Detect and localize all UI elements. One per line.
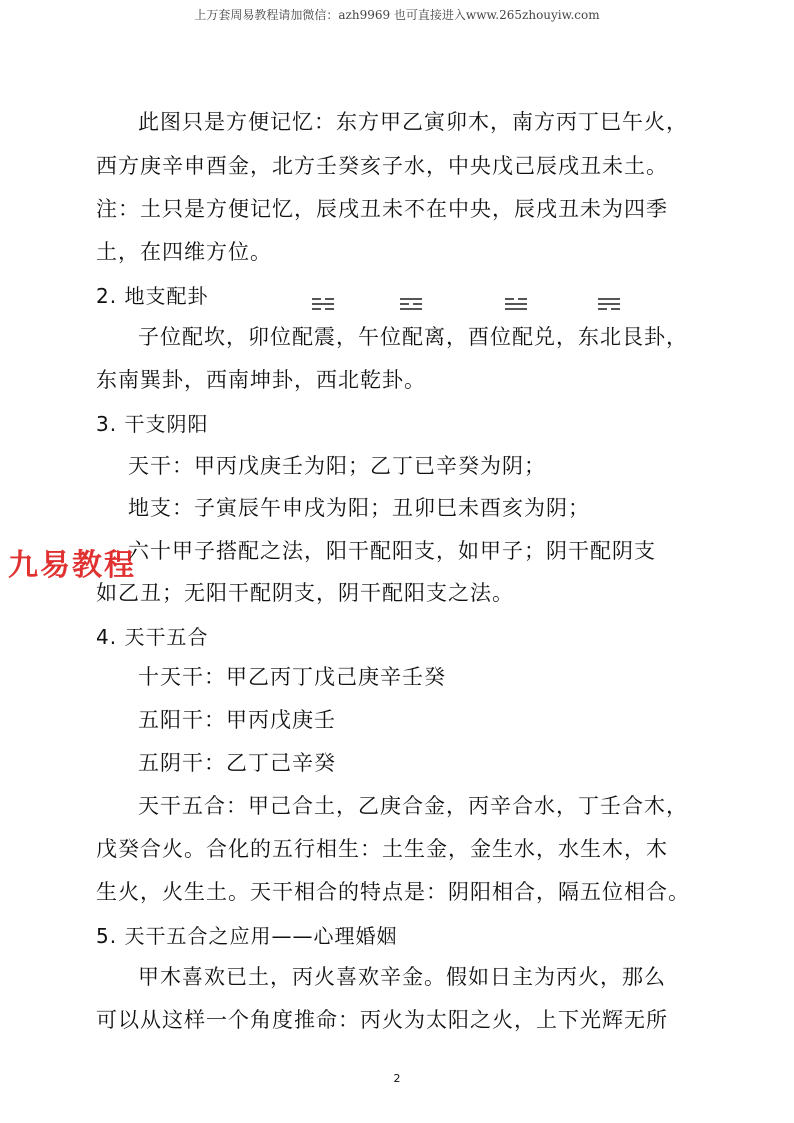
section-heading: 5. 天干五合之应用——心理婚姻 — [96, 924, 398, 948]
watermark-logo: 九易教程 — [8, 548, 136, 583]
section-heading: 3. 干支阴阳 — [96, 412, 209, 436]
text-line: 五阴干：乙丁己辛癸 — [138, 751, 336, 775]
text-line: 可以从这样一个角度推命：丙火为太阳之火，上下光辉无所 — [96, 1008, 668, 1032]
text-line: 戊癸合火。合化的五行相生：土生金，金生水，水生木，木 — [96, 837, 668, 861]
text-line: 如乙丑；无阳干配阴支，阴干配阳支之法。 — [96, 581, 514, 605]
trigram-icon — [312, 298, 334, 312]
section-heading: 2. 地支配卦 — [96, 284, 209, 308]
text-line: 西方庚辛申酉金，北方壬癸亥子水，中央戊己辰戌丑未土。 — [96, 154, 668, 178]
text-line: 子位配坎，卯位配震，午位配离，酉位配兑，东北艮卦， — [138, 325, 688, 349]
text-line: 天干：甲丙戊庚壬为阳；乙丁已辛癸为阴； — [128, 454, 546, 478]
text-line: 天干五合：甲己合土，乙庚合金，丙辛合水，丁壬合木， — [138, 794, 688, 818]
text-line: 此图只是方便记忆：东方甲乙寅卯木，南方丙丁巳午火， — [138, 110, 688, 134]
text-line: 注：土只是方便记忆，辰戌丑未不在中央，辰戌丑未为四季 — [96, 197, 668, 221]
trigram-icon — [400, 298, 422, 312]
section-heading: 4. 天干五合 — [96, 625, 209, 649]
text-line: 东南巽卦，西南坤卦，西北乾卦。 — [96, 368, 426, 392]
text-line: 六十甲子搭配之法，阳干配阳支，如甲子；阴干配阴支 — [128, 539, 656, 563]
text-line: 甲木喜欢已土，丙火喜欢辛金。假如日主为丙火，那么 — [138, 965, 666, 989]
text-line: 土，在四维方位。 — [96, 240, 272, 264]
page-number: 2 — [393, 1072, 401, 1085]
text-line: 十天干：甲乙丙丁戊己庚辛壬癸 — [138, 665, 446, 689]
trigram-icon — [598, 298, 620, 312]
text-line: 生火，火生土。天干相合的特点是：阴阳相合，隔五位相合。 — [96, 880, 690, 904]
page-header: 上万套周易教程请加微信：azh9969 也可直接进入www.265zhouyiw.com — [194, 8, 600, 22]
text-line: 五阳干：甲丙戊庚壬 — [138, 708, 336, 732]
text-line: 地支：子寅辰午申戌为阳；丑卯巳未酉亥为阴； — [128, 496, 590, 520]
trigram-icon — [505, 298, 527, 312]
